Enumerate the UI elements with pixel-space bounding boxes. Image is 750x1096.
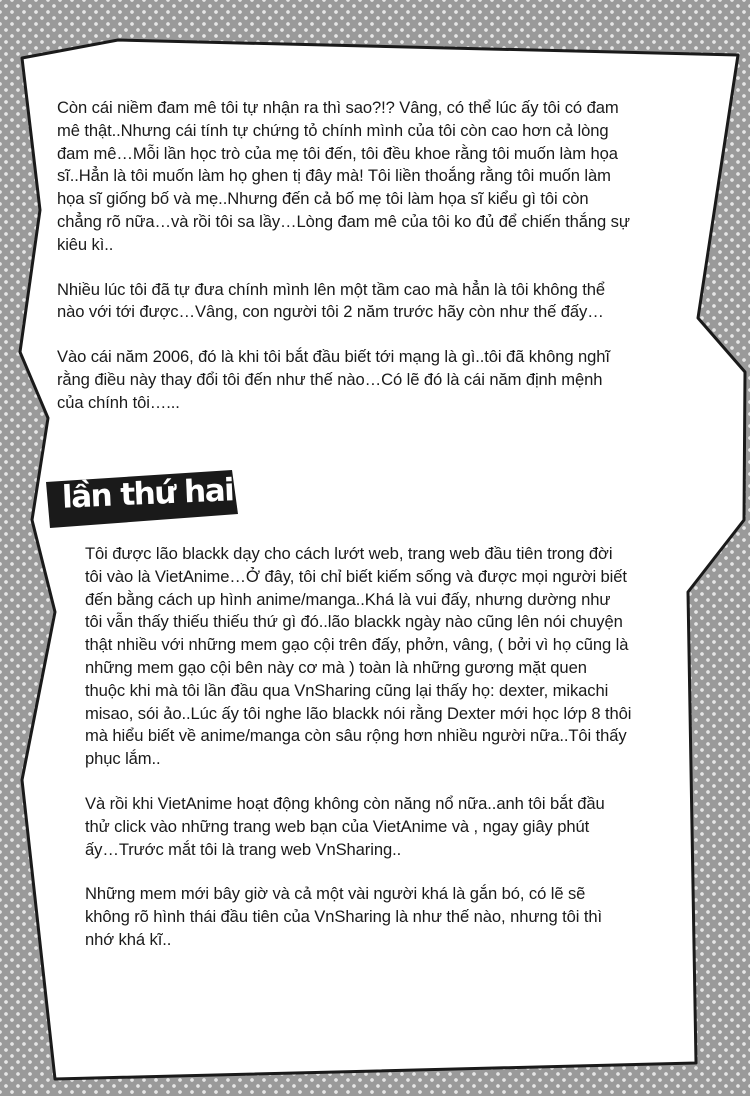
- section-1-paragraph-1: Còn cái niềm đam mê tôi tự nhận ra thì sao?!? Vâng, có thể lúc ấy tôi có đam mê thật..Nhưng cái tính tự chứng tỏ chính mình của tôi còn cao hơn cả lòng đam mê…Mỗi lần học trò của mẹ tôi đến, tôi đều khoe rằng tôi muốn làm họa sĩ..Hẳn là tôi muốn làm họ ghen tị đây mà! Tôi liền thoắng rằng tôi muốn làm họa sĩ giống bố và mẹ..Nhưng đến cả bố mẹ tôi làm họa sĩ kiểu gì tôi còn chẳng rõ nữa…và rồi tôi sa lầy…Lòng đam mê của tôi ko đủ để chiến thắng sự kiêu kì..: [57, 98, 630, 254]
- section-heading-badge: [42, 468, 242, 530]
- section-2-paragraph-1: Tôi được lão blackk dạy cho cách lướt web, trang web đầu tiên trong đời tôi vào là VietAnime…Ở đây, tôi chỉ biết kiếm sống và được mọi người biết đến bằng cách up hình anime/manga..Khá là vui đấy, nhưng dường như tôi vẫn thấy thiếu thiếu thứ gì đó..lão blackk ngày nào cũng lên nói chuyện thật nhiều với những mem gạo cội trên đấy, phởn, vâng, ( bởi vì họ cũng là những mem gạo cội bên này cơ mà ) toàn là những gương mặt quen thuộc khi mà tôi lần đầu qua VnSharing cũng lại thấy họ: dexter, mikachi misao, sói ảo..Lúc ấy tôi nghe lão blackk nói rằng Dexter mới học lớp 8 thôi mà hiểu biết về anime/manga còn sâu rộng hơn nhiều người nữa..Tôi thấy phục lắm..: [85, 544, 632, 769]
- section-2-paragraph-3: Những mem mới bây giờ và cả một vài người khá là gắn bó, có lẽ sẽ không rõ hình thái đầu tiên của VnSharing là như thế nào, nhưng tôi thì nhớ khá kĩ..: [85, 884, 602, 949]
- section-heading: lần thứ hai: [61, 472, 234, 516]
- section-1-paragraph-2: Nhiều lúc tôi đã tự đưa chính mình lên một tầm cao mà hẳn là tôi không thể nào với tới được…Vâng, con người tôi 2 năm trước hãy còn như thế đấy…: [57, 279, 605, 322]
- section-2-paragraph-2: Và rồi khi VietAnime hoạt động không còn năng nổ nữa..anh tôi bắt đầu thử click vào những trang web bạn của VietAnime và , ngay giây phút ấy…Trước mắt tôi là trang web VnSharing..: [85, 793, 605, 859]
- section-2-text: [85, 543, 685, 974]
- section-1-text: [57, 97, 697, 437]
- section-1-paragraph-3: Vào cái năm 2006, đó là khi tôi bắt đầu biết tới mạng là gì..tôi đã không nghĩ rằng điều này thay đổi tôi đến như thế nào…Có lẽ đó là cái năm định mệnh của chính tôi…...: [57, 347, 610, 412]
